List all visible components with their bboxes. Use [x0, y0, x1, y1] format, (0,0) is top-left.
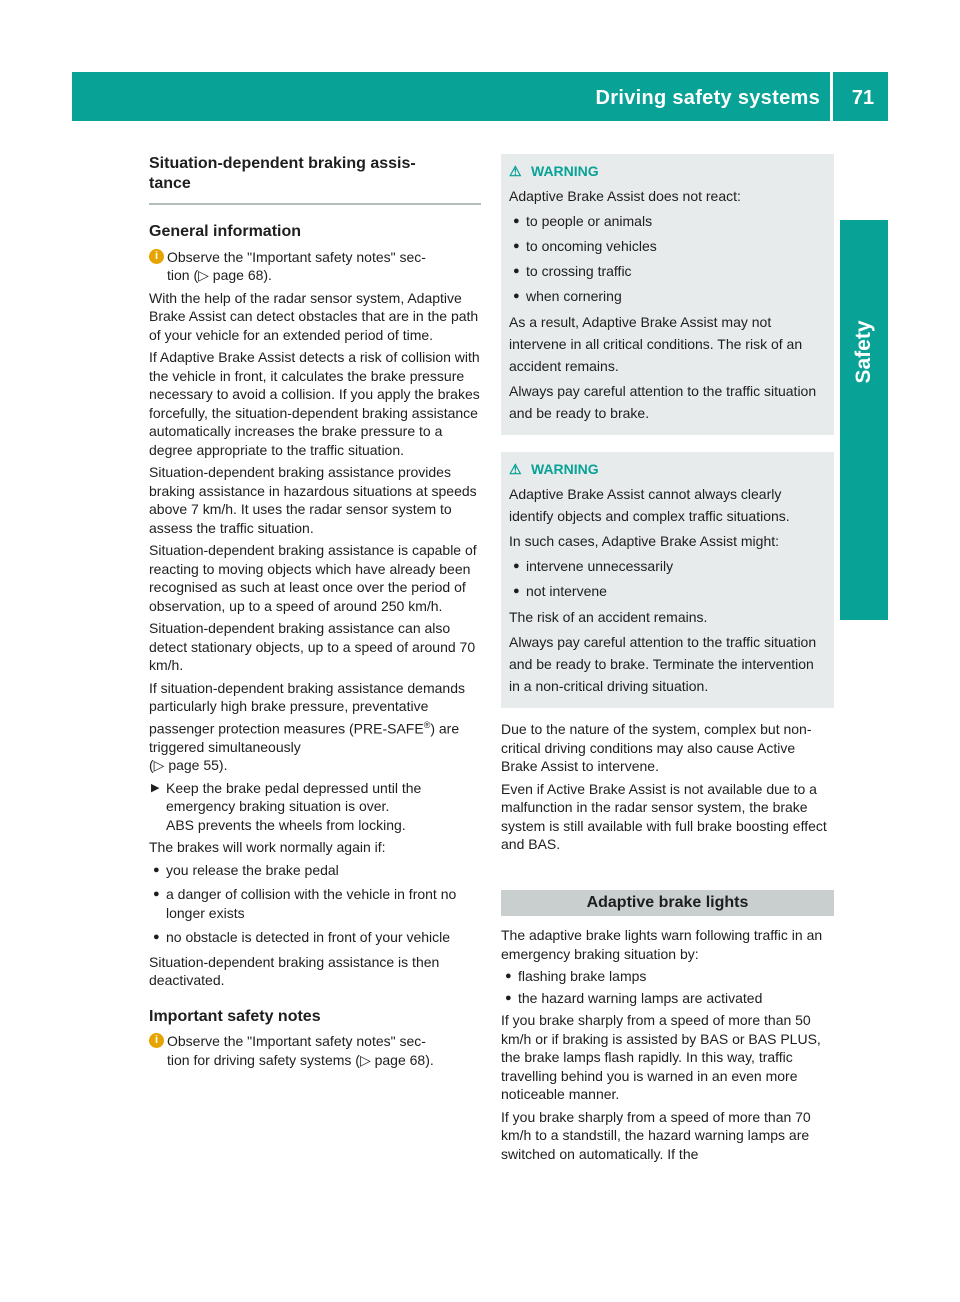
warning-triangle-icon: ⚠ — [509, 461, 522, 477]
warning-header: ⚠ WARNING — [509, 160, 826, 182]
section-title-line-1: Situation-dependent braking assis- — [149, 155, 416, 172]
section-title — [149, 154, 481, 205]
warning-text: Always pay careful attention to the traffic situation and be ready to brake. Terminate the intervention in a non-critical driving situation. — [509, 634, 817, 694]
bullet-icon: ● — [513, 560, 520, 572]
warning-text: Always pay careful attention to the traffic situation and be ready to brake. — [509, 383, 817, 421]
bullet-icon: ● — [513, 240, 520, 252]
step-arrow-icon: ▶ — [151, 781, 160, 794]
paragraph: Situation-dependent braking assistance is capable of reacting to moving objects which have already been recognised as such at least once over the period of observation, up to a speed of around 250 km/h. — [149, 542, 477, 614]
list-item: ● to oncoming vehicles — [509, 235, 826, 257]
step-note: ABS prevents the wheels from locking. — [166, 816, 406, 833]
list-item: ● a danger of collision with the vehicle in front no longer exists — [153, 886, 457, 921]
bullet-icon: ● — [505, 970, 512, 982]
adaptive-brake-lights-heading: Adaptive brake lights — [501, 890, 834, 917]
info-icon: i — [149, 249, 164, 264]
bullet-icon: ● — [513, 290, 520, 302]
brake-light-list — [501, 967, 834, 1007]
list-item: ● the hazard warning lamps are activated — [505, 989, 763, 1006]
paragraph: The brakes will work normally again if: — [149, 839, 386, 856]
paragraph-pre-safe — [149, 679, 481, 775]
paragraph: If Adaptive Brake Assist detects a risk of collision with the vehicle in front, it calculates the brake pressure necessary to avoid a collision. If you apply the brakes forcefully, the situation-dependent braking assistance automatically increases the brake pressure to a degree appropriate to the traffic situation. — [149, 349, 480, 458]
bullet-icon: ● — [153, 931, 160, 944]
list-item: ● flashing brake lamps — [505, 968, 647, 984]
bullet-icon: ● — [505, 991, 512, 1004]
list-item: ● to crossing traffic — [509, 260, 826, 282]
header-divider — [830, 72, 833, 121]
list-item: ● no obstacle is detected in front of your vehicle — [153, 929, 451, 946]
paragraph: Situation-dependent braking assistance provides braking assistance in hazardous situations at speeds above 7 km/h. It uses the radar sensor system to assess the traffic situation. — [149, 464, 477, 536]
warning-box — [501, 154, 834, 435]
bullet-icon: ● — [153, 863, 160, 876]
info-text-line-2: tion (▷ page 68). — [167, 267, 272, 283]
info-text-line-1: Observe the "Important safety notes" sec- — [167, 1033, 426, 1050]
warning-list — [509, 210, 826, 307]
left-column — [149, 154, 481, 1073]
bullet-icon: ● — [153, 888, 160, 901]
paragraph: Due to the nature of the system, complex but non-critical driving conditions may also cause Active Brake Assist to intervene. — [501, 721, 812, 774]
paragraph: With the help of the radar sensor system, Adaptive Brake Assist can detect obstacles that are in the path of your vehicle for an extended period of time. — [149, 289, 479, 343]
info-text-line-1: Observe the "Important safety notes" sec- — [167, 248, 426, 265]
important-safety-notes-heading: Important safety notes — [149, 1007, 321, 1025]
bullet-icon: ● — [513, 265, 520, 277]
warning-text: In such cases, Adaptive Brake Assist might: — [509, 533, 780, 549]
warning-box — [501, 452, 834, 708]
right-column — [501, 154, 834, 1167]
pre-safe-text: If situation-dependent braking assistance demands particularly high brake pressure, preventative passenger protection measures (PRE-SAFE — [149, 679, 465, 737]
condition-list — [149, 861, 481, 947]
section-title-line-2: tance — [149, 175, 191, 192]
warning-header: ⚠ WARNING — [509, 458, 826, 480]
warning-text: Adaptive Brake Assist does not react: — [509, 188, 741, 204]
list-item: ● to people or animals — [509, 210, 826, 232]
pre-safe-text-end: ) are triggered simultaneously — [149, 720, 460, 755]
warning-text: The risk of an accident remains. — [509, 609, 708, 625]
list-item: ● you release the brake pedal — [153, 861, 339, 878]
instruction-step — [149, 779, 481, 835]
list-item: ● not intervene — [509, 580, 826, 602]
warning-list — [509, 555, 826, 602]
paragraph: Even if Active Brake Assist is not available due to a malfunction in the radar sensor system, the brake system is still available with full brake boosting effect and BAS. — [501, 780, 827, 852]
paragraph: The adaptive brake lights warn following traffic in an emergency braking situation by: — [501, 927, 823, 962]
side-tab-label: Safety — [852, 320, 875, 384]
warning-text: Adaptive Brake Assist cannot always clearly identify objects and complex traffic situations. — [509, 486, 790, 524]
paragraph: If you brake sharply from a speed of more than 50 km/h or if braking is assisted by BAS or BAS PLUS, the brake lamps flash rapidly. In this way, traffic travelling behind you is warned in an even more noticeable manner. — [501, 1012, 821, 1102]
side-tab — [840, 220, 888, 620]
paragraph: If you brake sharply from a speed of more than 70 km/h to a standstill, the hazard warning lamps are switched on automatically. If the — [501, 1108, 811, 1162]
info-text-line-2: tion for driving safety systems (▷ page 68). — [167, 1051, 434, 1068]
page-reference: (▷ page 55). — [149, 757, 228, 774]
general-information-heading: General information — [149, 223, 302, 240]
paragraph: Situation-dependent braking assistance is then deactivated. — [149, 953, 440, 989]
list-item: ● when cornering — [509, 285, 826, 307]
bullet-icon: ● — [513, 215, 520, 227]
info-note — [149, 248, 481, 285]
step-text: Keep the brake pedal depressed until the emergency braking situation is over. — [166, 779, 422, 815]
warning-triangle-icon: ⚠ — [509, 163, 522, 179]
info-note — [149, 1032, 481, 1069]
warning-text: As a result, Adaptive Brake Assist may not intervene in all critical conditions. The risk of an accident remains. — [509, 314, 803, 374]
list-item: ● intervene unnecessarily — [509, 555, 826, 577]
info-icon: i — [149, 1033, 164, 1048]
page-number: 71 — [851, 87, 875, 109]
registered-mark: ® — [423, 719, 431, 730]
bullet-icon: ● — [513, 585, 520, 597]
paragraph: Situation-dependent braking assistance can also detect stationary objects, up to a speed of around 70 km/h. — [149, 620, 476, 673]
chapter-title: Driving safety systems — [595, 87, 820, 109]
